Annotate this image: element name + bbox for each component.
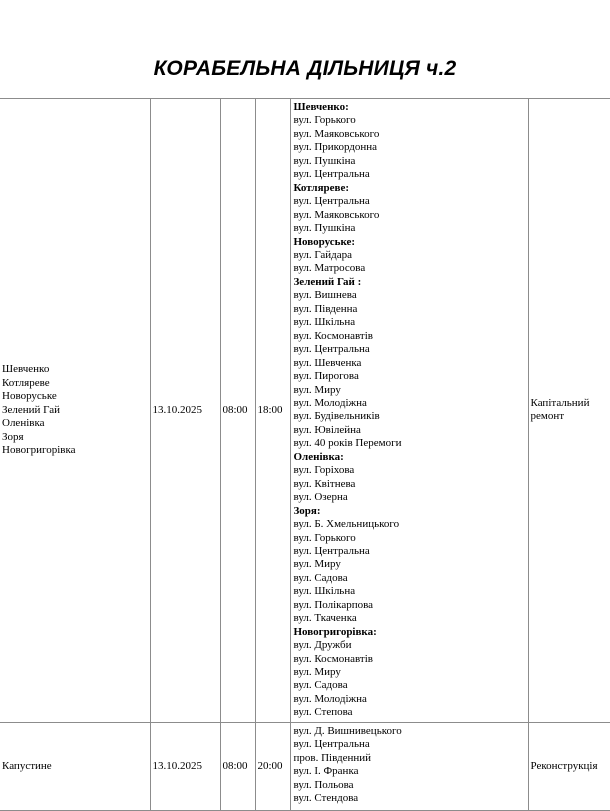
street-name: вул. Молодіжна [293,692,367,705]
street-name: вул. Молодіжна [293,396,367,409]
street-name: вул. Миру [293,558,341,571]
street-name: вул. Горіхова [293,464,355,477]
locality-name: Новогригорівка [2,444,76,457]
date-cell: 13.10.2025 [150,722,220,810]
street-name: вул. Центральна [293,738,370,751]
date-cell: 13.10.2025 [150,99,220,723]
page-title: КОРАБЕЛЬНА ДІЛЬНИЦЯ ч.2 [153,57,457,80]
streets-cell [290,99,528,723]
street-name: вул. Б. Хмельницького [293,518,400,531]
street-name: вул. Центральна [293,343,370,356]
locality-heading: Шевченко: [293,101,349,113]
table-row [0,99,610,723]
street-name: вул. Квітнева [293,477,356,490]
start-time-cell: 08:00 [220,99,255,723]
street-name: вул. Гайдара [293,248,353,261]
table-row [0,722,610,810]
street-name: вул. Маяковського [293,208,380,221]
locality-name: Котляреве [2,376,50,389]
street-name: вул. Садова [293,571,348,584]
street-name: вул. Пирогова [293,370,359,383]
table-body [0,99,610,811]
work-type-cell [528,722,610,810]
street-name: вул. Будівельників [293,410,380,423]
street-name: вул. Шевченка [293,356,362,369]
street-name: вул. Стендова [293,792,359,805]
street-name: вул. Озерна [293,491,348,504]
locality-heading: Котляреве: [293,181,350,194]
end-time-cell: 20:00 [255,722,290,810]
street-name: вул. Пушкіна [293,154,356,167]
locality-heading: Оленівка: [293,450,344,463]
street-name: вул. І. Франка [293,765,359,778]
street-name: пров. Південний [293,751,372,764]
street-name: вул. Садова [293,679,348,692]
locality-heading: Новогригорівка: [293,625,377,638]
localities-cell [0,99,150,723]
streets-cell [290,722,528,810]
street-name: вул. Ткаченка [293,612,357,625]
work-type-cell [528,99,610,723]
street-name: вул. Космонавтів [293,329,373,342]
work-type-text: Реконструкція [530,759,598,772]
street-name: вул. Центральна [293,195,370,208]
locality-name: Новоруське [2,390,57,403]
locality-heading: Зоря: [293,504,321,517]
locality-name: Зоря [2,430,24,443]
street-name: вул. Центральна [293,544,370,557]
street-name: вул. Полікарпова [293,598,374,611]
work-type-text: ремонт [530,410,565,423]
street-name: вул. Маяковського [293,127,380,140]
street-name: вул. Миру [293,383,341,396]
locality-heading: Зелений Гай : [293,275,362,288]
street-name: вул. Космонавтів [293,652,373,665]
locality-name: Зелений Гай [2,403,61,416]
locality-heading: Новоруське: [293,235,356,248]
street-name: вул. Матросова [293,262,366,275]
street-name: вул. Вишнева [293,289,357,302]
locality-name: Шевченко [2,363,50,376]
street-name: вул. 40 років Перемоги [293,437,402,450]
street-name: вул. Шкільна [293,316,356,329]
localities-cell [0,722,150,810]
outage-schedule-table [0,98,610,811]
street-name: вул. Степова [293,706,353,719]
street-name: вул. Південна [293,302,358,315]
street-name: вул. Центральна [293,168,370,181]
street-name: вул. Ювілейна [293,423,361,436]
street-name: вул. Миру [293,666,341,679]
street-name: вул. Пушкіна [293,222,356,235]
end-time-cell: 18:00 [255,99,290,723]
street-name: вул. Д. Вишнивецького [293,724,402,737]
street-name: вул. Прикордонна [293,141,378,154]
locality-name: Капустине [2,759,52,772]
street-name: вул. Шкільна [293,585,356,598]
street-name: вул. Горького [293,114,356,127]
locality-name: Оленівка [2,417,45,430]
street-name: вул. Дружби [293,639,352,652]
start-time-cell: 08:00 [220,722,255,810]
street-name: вул. Горького [293,531,356,544]
street-name: вул. Польова [293,778,354,791]
work-type-text: Капітальний [530,396,590,409]
